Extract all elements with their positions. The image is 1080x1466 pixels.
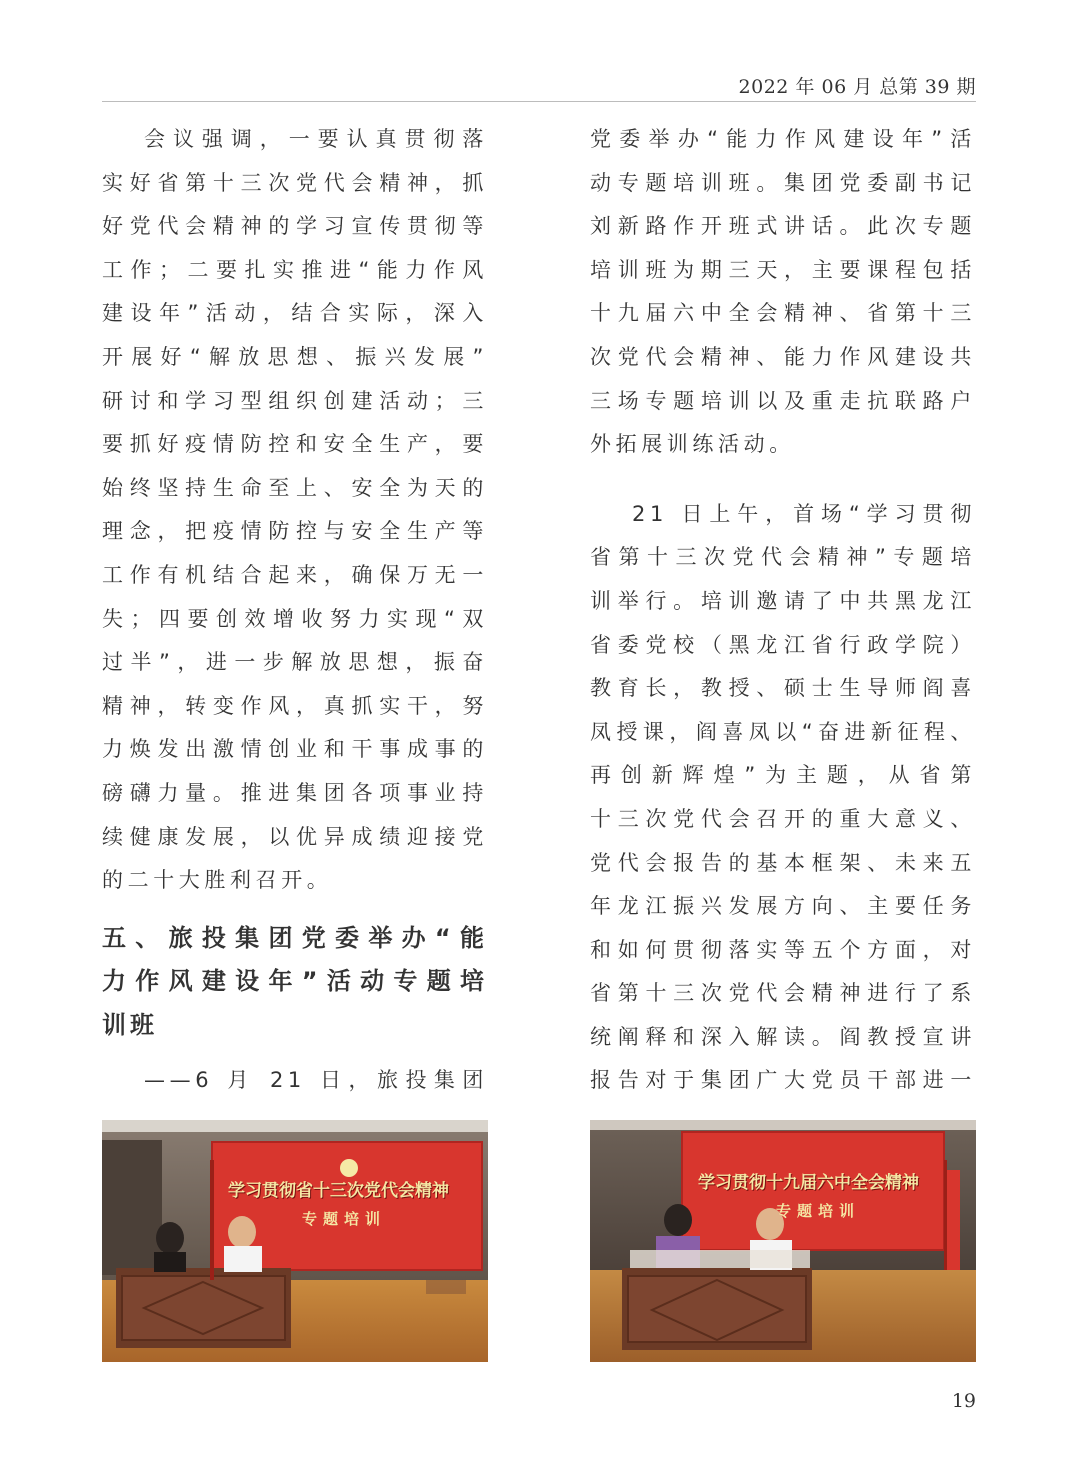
text-line: ——6 月 21 日，旅投集团 [144,1068,488,1093]
text-line: 十九届六中全会精神、省第十三 [590,301,976,326]
text-line: 培训班为期三天，主要课程包括 [590,257,976,282]
heading-line: 五、旅投集团党委举办“能 [102,923,488,952]
text-line: 开展好“解放思想、振兴发展” [102,344,488,369]
page-header [102,70,976,102]
left-column [102,118,488,1103]
training-photo-right [590,1120,976,1362]
text-line: 好党代会精神的学习宣传贯彻等 [102,214,488,239]
banner-subtitle: 专题培训 [776,1202,861,1220]
text-line: 实好省第十三次党代会精神，抓 [102,170,488,195]
text-line: 要抓好疫情防控和安全生产，要 [102,432,488,457]
text-line: 续健康发展，以优异成绩迎接党 [102,824,488,849]
right-paragraph-1 [590,118,976,467]
text-line: 省第十三次党代会精神”专题培 [590,545,976,570]
text-line: 磅礴力量。推进集团各项事业持 [102,780,488,805]
banner-title: 学习贯彻省十三次党代会精神 [228,1181,449,1201]
text-line: 会议强调，一要认真贯彻落 [144,127,488,151]
photo-scene [590,1120,976,1362]
text-line: 教育长，教授、硕士生导师阎喜 [590,676,976,701]
heading-line: 训班 [102,1010,158,1039]
page-number: 19 [951,1390,976,1412]
text-line: 和如何贯彻落实等五个方面，对 [590,937,976,962]
text-line: 建设年”活动，结合实际，深入 [102,301,488,326]
text-line: 工作有机结合起来，确保万无一 [102,562,488,587]
banner-title: 学习贯彻十九届六中全会精神 [698,1173,919,1193]
text-line: 外拓展训练活动。 [590,432,795,457]
text-line: 年龙江振兴发展方向、主要任务 [590,894,976,919]
left-paragraph-2 [102,1059,488,1103]
right-paragraph-2 [590,493,976,1103]
text-line: 力焕发出激情创业和干事成事的 [102,737,488,762]
text-line: 十三次党代会召开的重大意义、 [590,806,976,831]
text-line: 理念，把疫情防控与安全生产等 [102,519,488,544]
training-photo-left [102,1120,488,1362]
text-line: 三场专题培训以及重走抗联路户 [590,388,976,413]
text-line: 的二十大胜利召开。 [102,868,333,893]
text-line: 再创新辉煌”为主题，从省第 [590,763,976,788]
text-line: 凤授课，阎喜凤以“奋进新征程、 [590,719,976,744]
text-line: 次党代会精神、能力作风建设共 [590,344,976,369]
text-line: 精神，转变作风，真抓实干，努 [102,693,488,718]
text-line: 始终坚持生命至上、安全为天的 [102,475,488,500]
text-line: 刘新路作开班式讲话。此次专题 [590,214,976,239]
issue-label: 2022 年 06 月 总第 39 期 [738,76,976,98]
text-line: 21 日上午，首场“学习贯彻 [632,501,976,526]
banner-subtitle: 专题培训 [302,1210,387,1228]
section-heading [102,917,488,1048]
left-paragraph-1 [102,118,488,903]
text-line: 省委党校（黑龙江省行政学院） [590,632,976,657]
text-line: 过半”，进一步解放思想，振奋 [102,650,488,675]
text-line: 训举行。培训邀请了中共黑龙江 [590,588,976,613]
photo-scene [102,1120,488,1362]
text-line: 省第十三次党代会精神进行了系 [590,981,976,1006]
text-line: 工作；二要扎实推进“能力作风 [102,257,488,282]
heading-line: 力作风建设年”活动专题培 [102,967,488,996]
text-line: 统阐释和深入解读。阎教授宣讲 [590,1024,976,1049]
right-column [590,118,976,1103]
text-line: 动专题培训班。集团党委副书记 [590,170,976,195]
text-line: 失；四要创效增收努力实现“双 [102,606,488,631]
text-line: 报告对于集团广大党员干部进一 [590,1068,976,1093]
text-line: 党代会报告的基本框架、未来五 [590,850,976,875]
text-line: 研讨和学习型组织创建活动；三 [102,388,488,413]
text-line: 党委举办“能力作风建设年”活 [590,127,976,151]
